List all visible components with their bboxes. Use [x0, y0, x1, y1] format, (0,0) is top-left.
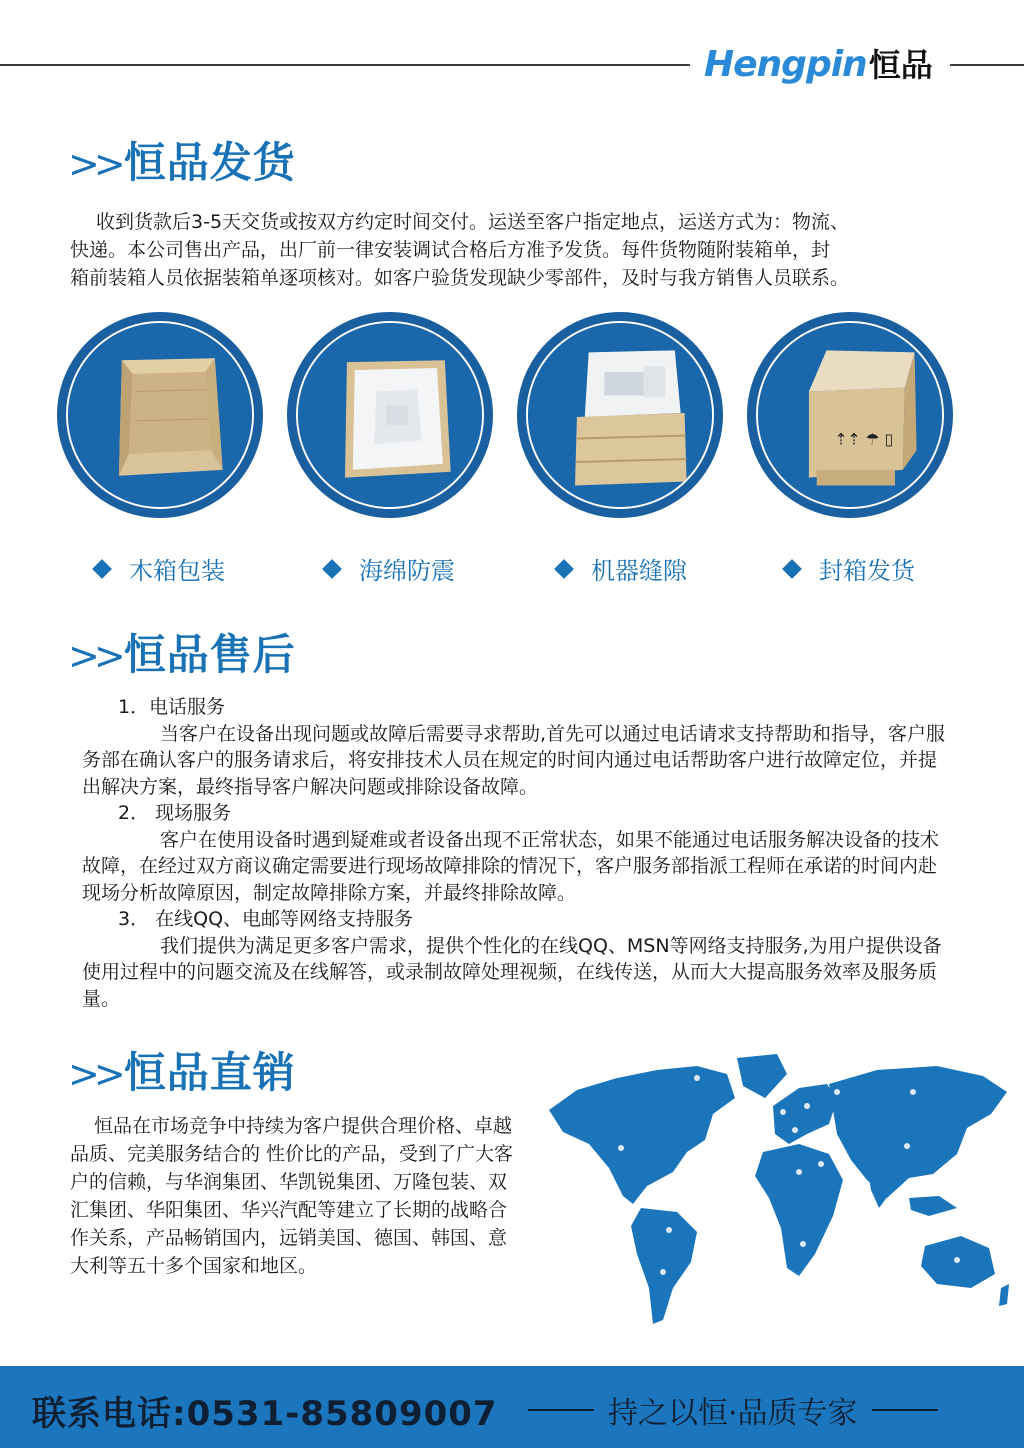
header-rule-right [950, 64, 1024, 66]
photo-foam-cushion [287, 312, 493, 518]
footer-bar [0, 1366, 1024, 1448]
after-sales-title-text: 恒品售后 [123, 630, 296, 679]
world-map [537, 1048, 1015, 1330]
diamond-bullet-icon [92, 559, 112, 579]
feature-label: 封箱发货 [819, 557, 915, 585]
service-heading: 3． 在线QQ、电邮等网络支持服务 [118, 908, 414, 930]
service-body: 当客户在设备出现问题或故障后需要寻求帮助,首先可以通过电话请求支持帮助和指导，客户服务部在确认客户的服务请求后，将安排技术人员在规定的时间内通过电话帮助客户进行故障定位，并提出解决方案，最终指导客户解决问题或排除设备故障。 [82, 722, 946, 798]
direct-sales-section-title [68, 1040, 296, 1100]
service-heading: 1．电话服务 [118, 696, 226, 718]
shipping-line-2: 快递。本公司售出产品，出厂前一律安装调试合格后方准予发货。每件货物随附装箱单，封 [70, 239, 831, 261]
photo-wooden-box [57, 312, 263, 518]
svg-text:⇡⇡ ☂ ▯: ⇡⇡ ☂ ▯ [834, 429, 894, 449]
feature-machine-gap [557, 551, 687, 586]
service-body: 我们提供为满足更多客户需求，提供个性化的在线QQ、MSN等网络支持服务,为用户提供设备使用过程中的问题交流及在线解答，或录制故障处理视频，在线传送，从而大大提高服务效率及服务质量。 [82, 934, 942, 1010]
service-heading: 2． 现场服务 [118, 802, 232, 824]
service-body: 客户在使用设备时遇到疑难或者设备出现不正常状态，如果不能通过电话服务解决设备的技术故障，在经过双方商议确定需要进行现场故障排除的情况下，客户服务部指派工程师在承诺的时间内赴现场分析故障原因，制定故障排除方案，并最终排除故障。 [82, 828, 940, 904]
feature-foam [325, 551, 455, 586]
feature-wooden-box [95, 551, 225, 586]
after-sales-section-title [68, 622, 296, 682]
feature-seal-ship [785, 551, 915, 586]
feature-label: 海绵防震 [359, 557, 455, 585]
slogan-dash-right [872, 1409, 938, 1411]
diamond-bullet-icon [322, 559, 342, 579]
open-crate-illustration [68, 323, 252, 507]
diamond-bullet-icon [554, 559, 574, 579]
world-map-illustration [537, 1048, 1015, 1330]
shipping-line-1: 收到货款后3-5天交货或按双方约定时间交付。运送至客户指定地点，运送方式为：物流、 [96, 211, 850, 233]
photo-machine-gap [517, 312, 723, 518]
direct-sales-text: 恒品在市场竞争中持续为客户提供合理价格、卓越品质、完美服务结合的 性价比的产品，受到了广大客户的信赖，与华润集团、华凯锐集团、万隆包装、双汇集团、华阳集团、华兴汽配等建立了长期的战略合作关系，产品畅销国内，远销美国、德国、韩国、意大利等五十多个国家和地区。 [70, 1115, 514, 1277]
diamond-bullet-icon [782, 559, 802, 579]
direct-sales-title-text: 恒品直销 [123, 1048, 296, 1097]
logo-chinese-text: 恒品 [868, 46, 933, 84]
contact-phone: 联系电话:0531-85809007 [32, 1394, 498, 1434]
logo-latin-text: Hengpin [704, 44, 867, 85]
shipping-section-title [68, 130, 296, 190]
slogan-dash-left [528, 1409, 594, 1411]
feature-label: 木箱包装 [129, 557, 225, 585]
chevron-marker: >> [68, 634, 120, 678]
foam-lined-crate-illustration [298, 323, 482, 507]
chevron-marker: >> [68, 1052, 120, 1096]
slogan-text: 持之以恒·品质专家 [608, 1396, 858, 1431]
sealed-crate-illustration [758, 323, 942, 507]
hengpin-logo [704, 40, 933, 88]
footer-slogan [514, 1388, 952, 1432]
feature-label: 机器缝隙 [591, 557, 687, 585]
shipping-line-3: 箱前装箱人员依据装箱单逐项核对。如客户验货发现缺少零部件，及时与我方销售人员联系。 [70, 267, 850, 289]
chevron-marker: >> [68, 142, 120, 186]
shipping-title-text: 恒品发货 [123, 138, 296, 187]
header-rule-left [0, 64, 690, 66]
service-list [82, 694, 952, 1012]
machine-in-crate-illustration [528, 323, 712, 507]
photo-sealed-box [747, 312, 953, 518]
